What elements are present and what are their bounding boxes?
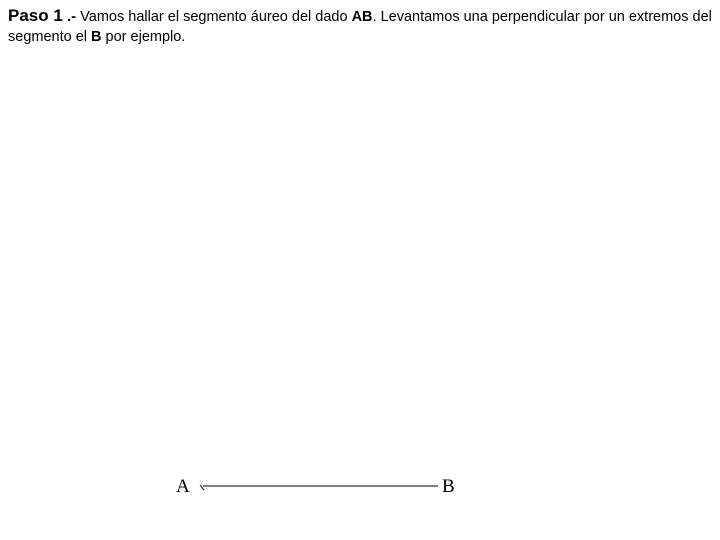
point-b-label: B: [442, 476, 455, 497]
instruction-text-part-1: Vamos hallar el segmento áureo del dado: [76, 9, 352, 25]
instruction-text-part-3: por ejemplo.: [101, 29, 186, 45]
step-separator: .-: [62, 8, 77, 25]
point-a-label: A: [176, 476, 190, 497]
step-label: Paso 1: [8, 6, 63, 25]
segment-name-ab: AB: [351, 9, 373, 25]
instruction-text-part-2: . Levantamos una perpendicular por un extremos del segmento el: [8, 9, 712, 45]
point-name-b: B: [91, 29, 102, 45]
